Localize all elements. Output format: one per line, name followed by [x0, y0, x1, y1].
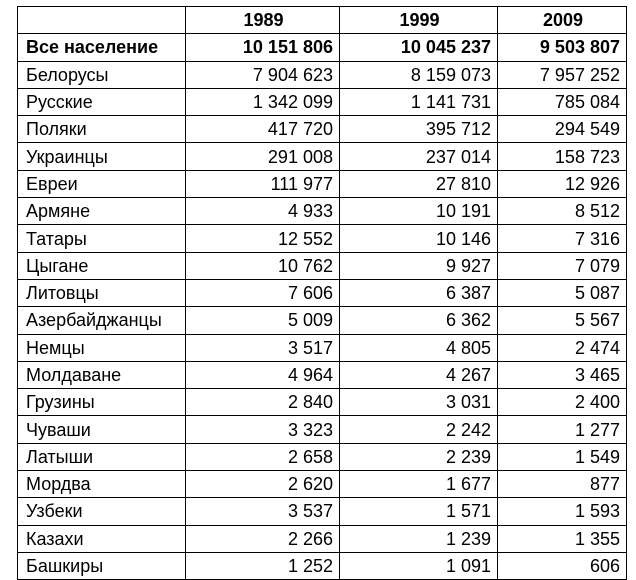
nationality-name: Цыгане: [18, 252, 186, 279]
population-value-1999: 2 239: [340, 443, 498, 470]
nationality-name: Молдаване: [18, 361, 186, 388]
population-value-1999: 1 571: [340, 498, 498, 525]
population-value-1999: 4 805: [340, 334, 498, 361]
table-row: [18, 307, 627, 334]
population-value-2009: 877: [498, 471, 627, 498]
table-row: [18, 416, 627, 443]
population-value-1999: 1 141 731: [340, 88, 498, 115]
population-value-1989: 4 964: [186, 361, 340, 388]
population-value-2009: 5 087: [498, 279, 627, 306]
population-value-1989: 417 720: [186, 116, 340, 143]
table-row: [18, 143, 627, 170]
population-value-1989: 3 323: [186, 416, 340, 443]
population-value-1989: 7 904 623: [186, 61, 340, 88]
population-value-2009: 1 355: [498, 525, 627, 552]
table-row: [18, 116, 627, 143]
population-value-1989: 2 658: [186, 443, 340, 470]
total-value-1989: 10 151 806: [186, 34, 340, 61]
nationality-name: Татары: [18, 225, 186, 252]
population-value-2009: 294 549: [498, 116, 627, 143]
nationality-name: Азербайджанцы: [18, 307, 186, 334]
population-value-1989: 12 552: [186, 225, 340, 252]
population-value-1989: 1 342 099: [186, 88, 340, 115]
population-value-1989: 3 517: [186, 334, 340, 361]
population-value-1989: 111 977: [186, 170, 340, 197]
population-value-2009: 1 277: [498, 416, 627, 443]
table-row: [18, 361, 627, 388]
population-value-1999: 10 191: [340, 198, 498, 225]
table-row: [18, 552, 627, 579]
table-row: [18, 498, 627, 525]
population-value-1989: 4 933: [186, 198, 340, 225]
population-value-1999: 6 387: [340, 279, 498, 306]
population-value-1989: 1 252: [186, 552, 340, 579]
population-value-1989: 2 266: [186, 525, 340, 552]
population-value-2009: 2 400: [498, 389, 627, 416]
population-value-1999: 6 362: [340, 307, 498, 334]
population-value-2009: 158 723: [498, 143, 627, 170]
nationality-name: Казахи: [18, 525, 186, 552]
header-row: [18, 7, 627, 34]
nationality-name: Узбеки: [18, 498, 186, 525]
table-row: [18, 471, 627, 498]
nationality-name: Поляки: [18, 116, 186, 143]
population-value-1999: 1 677: [340, 471, 498, 498]
population-value-1999: 10 146: [340, 225, 498, 252]
nationality-name: Мордва: [18, 471, 186, 498]
table-row: [18, 88, 627, 115]
population-value-1989: 10 762: [186, 252, 340, 279]
header-cell-1999: 1999: [340, 7, 498, 34]
table-row: [18, 389, 627, 416]
population-value-2009: 5 567: [498, 307, 627, 334]
population-value-2009: 1 549: [498, 443, 627, 470]
nationality-name: Немцы: [18, 334, 186, 361]
population-value-1999: 1 091: [340, 552, 498, 579]
population-value-2009: 785 084: [498, 88, 627, 115]
population-value-2009: 7 079: [498, 252, 627, 279]
population-value-1989: 2 840: [186, 389, 340, 416]
nationality-name: Чуваши: [18, 416, 186, 443]
population-value-1989: 7 606: [186, 279, 340, 306]
nationality-name: Грузины: [18, 389, 186, 416]
population-value-2009: 7 316: [498, 225, 627, 252]
population-value-1999: 3 031: [340, 389, 498, 416]
nationality-name: Башкиры: [18, 552, 186, 579]
nationality-name: Литовцы: [18, 279, 186, 306]
table-row: [18, 443, 627, 470]
header-cell-group: [18, 7, 186, 34]
table-row: [18, 225, 627, 252]
total-value-2009: 9 503 807: [498, 34, 627, 61]
population-value-1989: 5 009: [186, 307, 340, 334]
table-row: [18, 252, 627, 279]
nationality-name: Евреи: [18, 170, 186, 197]
population-value-1999: 395 712: [340, 116, 498, 143]
nationality-name: Украинцы: [18, 143, 186, 170]
table-row: [18, 198, 627, 225]
population-value-1999: 8 159 073: [340, 61, 498, 88]
total-value-1999: 10 045 237: [340, 34, 498, 61]
table-row: [18, 525, 627, 552]
nationality-name: Латыши: [18, 443, 186, 470]
population-value-2009: 3 465: [498, 361, 627, 388]
population-value-1999: 237 014: [340, 143, 498, 170]
population-value-1999: 2 242: [340, 416, 498, 443]
header-cell-1989: 1989: [186, 7, 340, 34]
table-row: [18, 170, 627, 197]
total-label: Все население: [18, 34, 186, 61]
total-row: [18, 34, 627, 61]
population-value-1999: 9 927: [340, 252, 498, 279]
population-value-1999: 1 239: [340, 525, 498, 552]
population-value-1999: 4 267: [340, 361, 498, 388]
population-value-1989: 3 537: [186, 498, 340, 525]
header-cell-2009: 2009: [498, 7, 627, 34]
population-value-1999: 27 810: [340, 170, 498, 197]
population-value-2009: 1 593: [498, 498, 627, 525]
population-value-1989: 2 620: [186, 471, 340, 498]
population-table: [17, 6, 627, 580]
population-value-2009: 2 474: [498, 334, 627, 361]
nationality-name: Белорусы: [18, 61, 186, 88]
table-row: [18, 61, 627, 88]
population-value-2009: 7 957 252: [498, 61, 627, 88]
table-row: [18, 279, 627, 306]
table-row: [18, 334, 627, 361]
nationality-name: Русские: [18, 88, 186, 115]
population-value-2009: 12 926: [498, 170, 627, 197]
nationality-name: Армяне: [18, 198, 186, 225]
population-value-1989: 291 008: [186, 143, 340, 170]
population-value-2009: 606: [498, 552, 627, 579]
population-value-2009: 8 512: [498, 198, 627, 225]
